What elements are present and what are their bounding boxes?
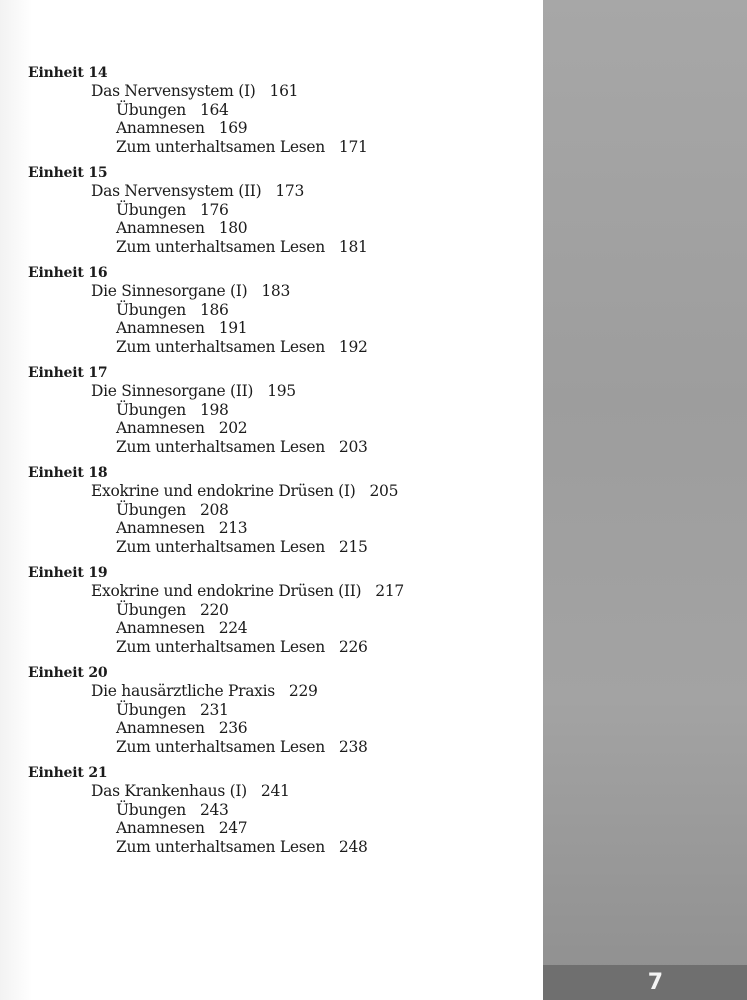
entry-title: Das Nervensystem (I) <box>91 82 256 100</box>
side-band-footer <box>543 965 747 1000</box>
entry-page-number: 248 <box>338 837 368 856</box>
toc-unit <box>28 364 528 456</box>
table-of-contents <box>28 64 528 864</box>
toc-subentry <box>28 819 528 838</box>
entry-page-number: 191 <box>218 319 248 337</box>
entry-title: Übungen <box>116 700 186 719</box>
entry-page-number: 171 <box>338 137 368 156</box>
toc-subentry <box>28 838 528 857</box>
entry-page-number: 176 <box>199 200 229 219</box>
entry-page-number: 238 <box>338 737 368 756</box>
entry-title: Zum unterhaltsamen Lesen <box>116 637 325 656</box>
entry-page-number: 183 <box>261 282 291 300</box>
side-band <box>543 0 747 1000</box>
toc-subentry <box>28 401 528 420</box>
toc-chapter-entry <box>28 682 528 701</box>
toc-subentry <box>28 319 528 338</box>
toc-unit <box>28 464 528 556</box>
toc-subentry <box>28 719 528 738</box>
toc-chapter-entry <box>28 282 528 301</box>
toc-subentry <box>28 201 528 220</box>
entry-title: Zum unterhaltsamen Lesen <box>116 837 325 856</box>
entry-title: Anamnesen <box>116 619 205 637</box>
entry-page-number: 215 <box>338 537 368 556</box>
entry-page-number: 208 <box>199 500 229 519</box>
entry-title: Übungen <box>116 300 186 319</box>
entry-title: Anamnesen <box>116 819 205 837</box>
entry-title: Die Sinnesorgane (I) <box>91 282 248 300</box>
unit-heading: Einheit 17 <box>28 365 108 381</box>
entry-page-number: 243 <box>199 800 229 819</box>
entry-title: Exokrine und endokrine Drüsen (I) <box>91 482 356 500</box>
entry-page-number: 164 <box>199 100 229 119</box>
entry-page-number: 169 <box>218 119 248 137</box>
entry-title: Zum unterhaltsamen Lesen <box>116 237 325 256</box>
entry-page-number: 236 <box>218 719 248 737</box>
entry-page-number: 203 <box>338 437 368 456</box>
toc-subentry <box>28 101 528 120</box>
toc-subentry <box>28 438 528 457</box>
entry-title: Anamnesen <box>116 319 205 337</box>
toc-unit <box>28 164 528 256</box>
entry-page-number: 181 <box>338 237 368 256</box>
toc-subentry <box>28 738 528 757</box>
entry-page-number: 192 <box>338 337 368 356</box>
entry-title: Übungen <box>116 200 186 219</box>
toc-subentry <box>28 801 528 820</box>
toc-unit <box>28 64 528 156</box>
entry-title: Das Nervensystem (II) <box>91 182 262 200</box>
entry-page-number: 205 <box>369 482 399 500</box>
toc-unit <box>28 764 528 856</box>
entry-title: Das Krankenhaus (I) <box>91 782 247 800</box>
entry-page-number: 173 <box>275 182 305 200</box>
toc-subentry <box>28 419 528 438</box>
toc-subentry <box>28 519 528 538</box>
entry-page-number: 229 <box>288 682 318 700</box>
toc-subentry <box>28 619 528 638</box>
entry-page-number: 213 <box>218 519 248 537</box>
entry-page-number: 180 <box>218 219 248 237</box>
entry-title: Anamnesen <box>116 719 205 737</box>
entry-title: Übungen <box>116 500 186 519</box>
toc-subentry <box>28 301 528 320</box>
entry-page-number: 161 <box>269 82 299 100</box>
unit-heading: Einheit 14 <box>28 65 108 81</box>
unit-heading: Einheit 19 <box>28 565 108 581</box>
entry-title: Übungen <box>116 400 186 419</box>
entry-page-number: 247 <box>218 819 248 837</box>
toc-subentry <box>28 338 528 357</box>
entry-title: Anamnesen <box>116 219 205 237</box>
entry-title: Exokrine und endokrine Drüsen (II) <box>91 582 362 600</box>
entry-title: Anamnesen <box>116 519 205 537</box>
entry-title: Zum unterhaltsamen Lesen <box>116 737 325 756</box>
entry-title: Zum unterhaltsamen Lesen <box>116 337 325 356</box>
entry-page-number: 241 <box>260 782 290 800</box>
toc-chapter-entry <box>28 582 528 601</box>
unit-heading: Einheit 18 <box>28 465 108 481</box>
toc-chapter-entry <box>28 482 528 501</box>
entry-page-number: 202 <box>218 419 248 437</box>
entry-title: Zum unterhaltsamen Lesen <box>116 537 325 556</box>
page-number: 7 <box>647 970 663 995</box>
entry-title: Zum unterhaltsamen Lesen <box>116 137 325 156</box>
entry-page-number: 224 <box>218 619 248 637</box>
toc-chapter-entry <box>28 82 528 101</box>
toc-subentry <box>28 219 528 238</box>
unit-heading: Einheit 20 <box>28 665 108 681</box>
toc-subentry <box>28 119 528 138</box>
entry-page-number: 231 <box>199 700 229 719</box>
toc-unit <box>28 564 528 656</box>
toc-unit <box>28 664 528 756</box>
toc-chapter-entry <box>28 782 528 801</box>
toc-unit <box>28 264 528 356</box>
entry-page-number: 226 <box>338 637 368 656</box>
entry-title: Zum unterhaltsamen Lesen <box>116 437 325 456</box>
unit-heading: Einheit 15 <box>28 165 108 181</box>
toc-chapter-entry <box>28 182 528 201</box>
unit-heading: Einheit 21 <box>28 765 108 781</box>
entry-title: Die Sinnesorgane (II) <box>91 382 254 400</box>
entry-title: Übungen <box>116 800 186 819</box>
entry-page-number: 186 <box>199 300 229 319</box>
toc-subentry <box>28 238 528 257</box>
entry-title: Übungen <box>116 600 186 619</box>
entry-title: Anamnesen <box>116 419 205 437</box>
toc-subentry <box>28 501 528 520</box>
toc-subentry <box>28 638 528 657</box>
entry-page-number: 198 <box>199 400 229 419</box>
entry-page-number: 195 <box>267 382 296 400</box>
toc-subentry <box>28 701 528 720</box>
entry-title: Übungen <box>116 100 186 119</box>
toc-chapter-entry <box>28 382 528 401</box>
entry-title: Anamnesen <box>116 119 205 137</box>
unit-heading: Einheit 16 <box>28 265 108 281</box>
toc-subentry <box>28 138 528 157</box>
toc-subentry <box>28 538 528 557</box>
toc-subentry <box>28 601 528 620</box>
entry-page-number: 220 <box>199 600 229 619</box>
entry-page-number: 217 <box>375 582 404 600</box>
entry-title: Die hausärztliche Praxis <box>91 682 275 700</box>
